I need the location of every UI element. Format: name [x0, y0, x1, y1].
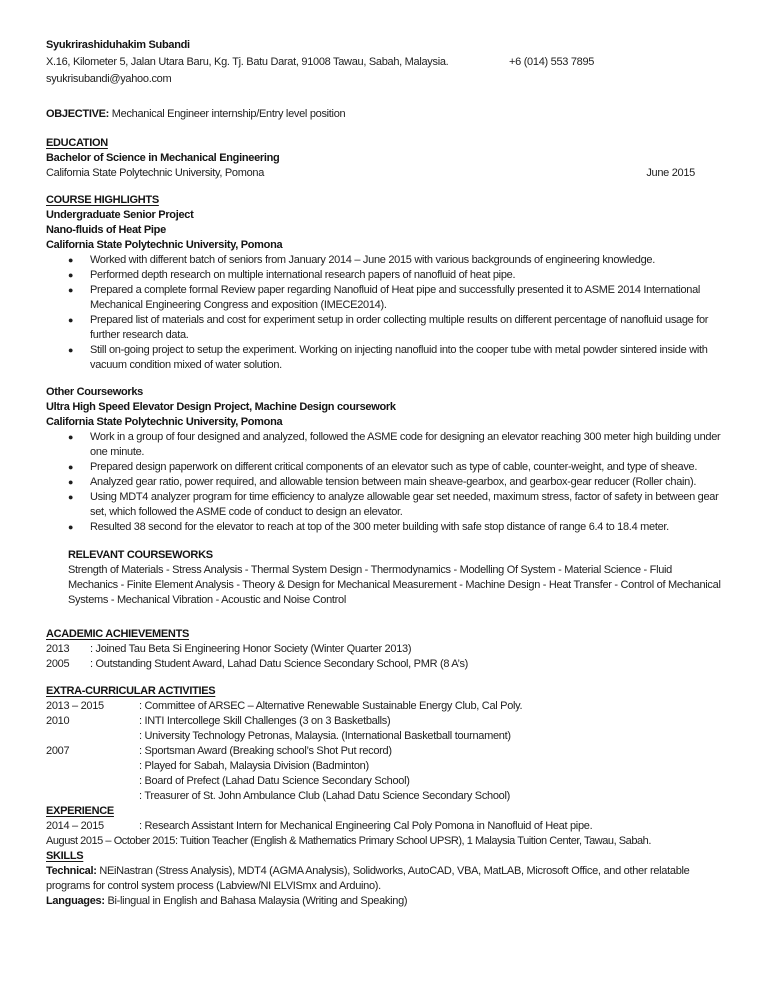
- resume-name: Syukrirashiduhakim Subandi: [46, 39, 190, 51]
- project-title: Undergraduate Senior Project: [46, 209, 194, 221]
- activity-year: 2007: [46, 745, 70, 757]
- activity-row: [46, 699, 723, 714]
- extracurricular-heading: EXTRA-CURRICULAR ACTIVITIES: [46, 685, 216, 697]
- bullet-icon: ●: [68, 477, 74, 487]
- activity-text: : Treasurer of St. John Ambulance Club (Lahad Datu Science Secondary School): [139, 790, 510, 802]
- skills-languages-label: Languages:: [46, 895, 105, 907]
- achievement-year: 2013: [46, 643, 70, 655]
- experience-extra-line: August 2015 – October 2015: Tuition Teacher (English & Mathematics Primary School UPSR), 1 Malaysia Tuition Center, Tawau, Sabah.: [46, 835, 651, 847]
- bullet-item: ● Performed depth research on multiple international research papers of nanofluid of heat pipe.: [68, 269, 516, 281]
- project-school: California State Polytechnic University, Pomona: [46, 416, 283, 428]
- bullet-icon: ●: [68, 285, 74, 295]
- bullet-icon: ●: [68, 522, 74, 532]
- achievement-row: [46, 642, 723, 657]
- experience-year: 2014 – 2015: [46, 820, 104, 832]
- activity-text: : Played for Sabah, Malaysia Division (Badminton): [139, 760, 369, 772]
- activity-row: [46, 774, 723, 789]
- bullet-item: ● Prepared design paperwork on different critical components of an elevator such as type of cable, counter-weight, and type of sheave.: [68, 461, 698, 473]
- relevant-courseworks-list: Strength of Materials - Stress Analysis - Thermal System Design - Thermodynamics - Modelling Of System - Material Science - Fluid Mechanics - Finite Element Analysis - Theory & Design for Mechanical Measurement - Machine Design - Heat Transfer - Control of Mechanical Systems - Mechanical Vibration - Acoustic and Noise Control: [68, 564, 721, 606]
- project-school: California State Polytechnic University, Pomona: [46, 239, 283, 251]
- bullet-icon: ●: [68, 270, 74, 280]
- education-date: June 2015: [646, 167, 695, 179]
- achievement-row: [46, 657, 723, 672]
- bullet-item: ● Prepared list of materials and cost for experiment setup in order collecting multiple results on different percentage of nanofluid usage for further research data.: [68, 314, 709, 341]
- email-address: syukrisubandi@yahoo.com: [46, 73, 172, 85]
- contact-address-line: [46, 54, 723, 71]
- bullet-item: ● Using MDT4 analyzer program for time efficiency to analyze allowable gear set needed, maximum stress, factor of safety in between gear set, which followed the ASME code of conduct to design an elevator.: [68, 491, 719, 518]
- achievement-text: : Joined Tau Beta Si Engineering Honor Society (Winter Quarter 2013): [90, 643, 412, 655]
- address-text: X.16, Kilometer 5, Jalan Utara Baru, Kg. Tj. Batu Darat, 91008 Tawau, Sabah, Malaysia.: [46, 56, 449, 68]
- bullet-item: ● Worked with different batch of seniors from January 2014 – June 2015 with various backgrounds of engineering knowledge.: [68, 254, 655, 266]
- activity-year: 2013 – 2015: [46, 700, 104, 712]
- section-experience: [46, 804, 723, 849]
- bullet-item: ● Work in a group of four designed and analyzed, followed the ASME code for designing an elevator reaching 300 meter high building under one minute.: [68, 431, 721, 458]
- education-school-line: [46, 166, 723, 181]
- relevant-courseworks-block: [68, 548, 723, 608]
- experience-row: [46, 819, 723, 834]
- objective-line: [46, 107, 723, 122]
- bullet-item: ● Prepared a complete formal Review paper regarding Nanofluid of Heat pipe and successfully presented it to ASME 2014 International Mechanical Engineering Congress and exposition (IMECE2014).: [68, 284, 701, 311]
- section-academic-achievements: [46, 627, 723, 672]
- skills-technical-label: Technical:: [46, 865, 97, 877]
- skills-technical-line: [46, 864, 723, 894]
- bullet-item: ● Resulted 38 second for the elevator to reach at top of the 300 meter building with safe stop distance of range 6.4 to 18.4 meter.: [68, 521, 669, 533]
- bullet-icon: ●: [68, 315, 74, 325]
- contact-block: [46, 37, 723, 88]
- project-senior: [46, 208, 723, 373]
- section-extracurricular: [46, 684, 723, 804]
- activity-text: : INTI Intercollege Skill Challenges (3 on 3 Basketballs): [139, 715, 391, 727]
- activity-year: [46, 774, 139, 789]
- achievement-text: : Outstanding Student Award, Lahad Datu Science Secondary School, PMR (8 A’s): [90, 658, 469, 670]
- bullet-icon: ●: [68, 345, 74, 355]
- experience-text: : Research Assistant Intern for Mechanical Engineering Cal Poly Pomona in Nanofluid of Heat pipe.: [139, 820, 593, 832]
- activity-text: : Committee of ARSEC – Alternative Renewable Sustainable Energy Club, Cal Poly.: [139, 700, 523, 712]
- project-subtitle: Ultra High Speed Elevator Design Project, Machine Design coursework: [46, 401, 396, 413]
- phone-number: +6 (014) 553 7895: [509, 56, 595, 68]
- relevant-courseworks-heading: RELEVANT COURSEWORKS: [68, 549, 213, 561]
- course-highlights-heading: COURSE HIGHLIGHTS: [46, 194, 159, 206]
- education-school: California State Polytechnic University, Pomona: [46, 167, 265, 179]
- project-title: Other Courseworks: [46, 386, 143, 398]
- section-education: [46, 136, 723, 181]
- activity-text: : Board of Prefect (Lahad Datu Science Secondary School): [139, 775, 410, 787]
- education-heading: EDUCATION: [46, 137, 108, 149]
- skills-technical-text: NEiNastran (Stress Analysis), MDT4 (AGMA Analysis), Solidworks, AutoCAD, VBA, MatLAB, Microsoft Office, and other relatable programs for control system process (Labview/NI ELVISmx and Arduino).: [46, 865, 690, 892]
- bullet-icon: ●: [68, 255, 74, 265]
- bullet-icon: ●: [68, 432, 74, 442]
- bullet-icon: ●: [68, 492, 74, 502]
- activity-text: : Sportsman Award (Breaking school’s Shot Put record): [139, 745, 392, 757]
- activity-row: [46, 744, 723, 759]
- education-degree: Bachelor of Science in Mechanical Engineering: [46, 152, 280, 164]
- bullet-item: ● Still on-going project to setup the experiment. Working on injecting nanofluid into the cooper tube with metal powder sintered inside with vacuum condition mixed of water solution.: [68, 344, 708, 371]
- skills-heading: SKILLS: [46, 850, 84, 862]
- activity-row: [46, 759, 723, 774]
- activity-year: [46, 759, 139, 774]
- project-subtitle: Nano-fluids of Heat Pipe: [46, 224, 166, 236]
- activity-text: : University Technology Petronas, Malaysia. (International Basketball tournament): [139, 730, 511, 742]
- activity-year: [46, 729, 139, 744]
- experience-heading: EXPERIENCE: [46, 805, 114, 817]
- skills-languages-text: Bi-lingual in English and Bahasa Malaysia (Writing and Speaking): [104, 895, 408, 907]
- bullet-item: ● Analyzed gear ratio, power required, and allowable tension between main sheave-gearbox, and gearbox-gear reducer (Roller chain).: [68, 476, 697, 488]
- project-elevator: [46, 385, 723, 535]
- activity-row: [46, 714, 723, 729]
- activity-year: 2010: [46, 715, 70, 727]
- section-skills: [46, 849, 723, 909]
- activity-year: [46, 789, 139, 804]
- academic-heading: ACADEMIC ACHIEVEMENTS: [46, 628, 190, 640]
- activity-row: [46, 789, 723, 804]
- objective-text: Mechanical Engineer internship/Entry level position: [109, 108, 346, 120]
- achievement-year: 2005: [46, 658, 70, 670]
- section-course-highlights: [46, 193, 723, 608]
- activity-row: [46, 729, 723, 744]
- objective-label: OBJECTIVE:: [46, 108, 110, 120]
- skills-languages-line: [46, 894, 723, 909]
- bullet-icon: ●: [68, 462, 74, 472]
